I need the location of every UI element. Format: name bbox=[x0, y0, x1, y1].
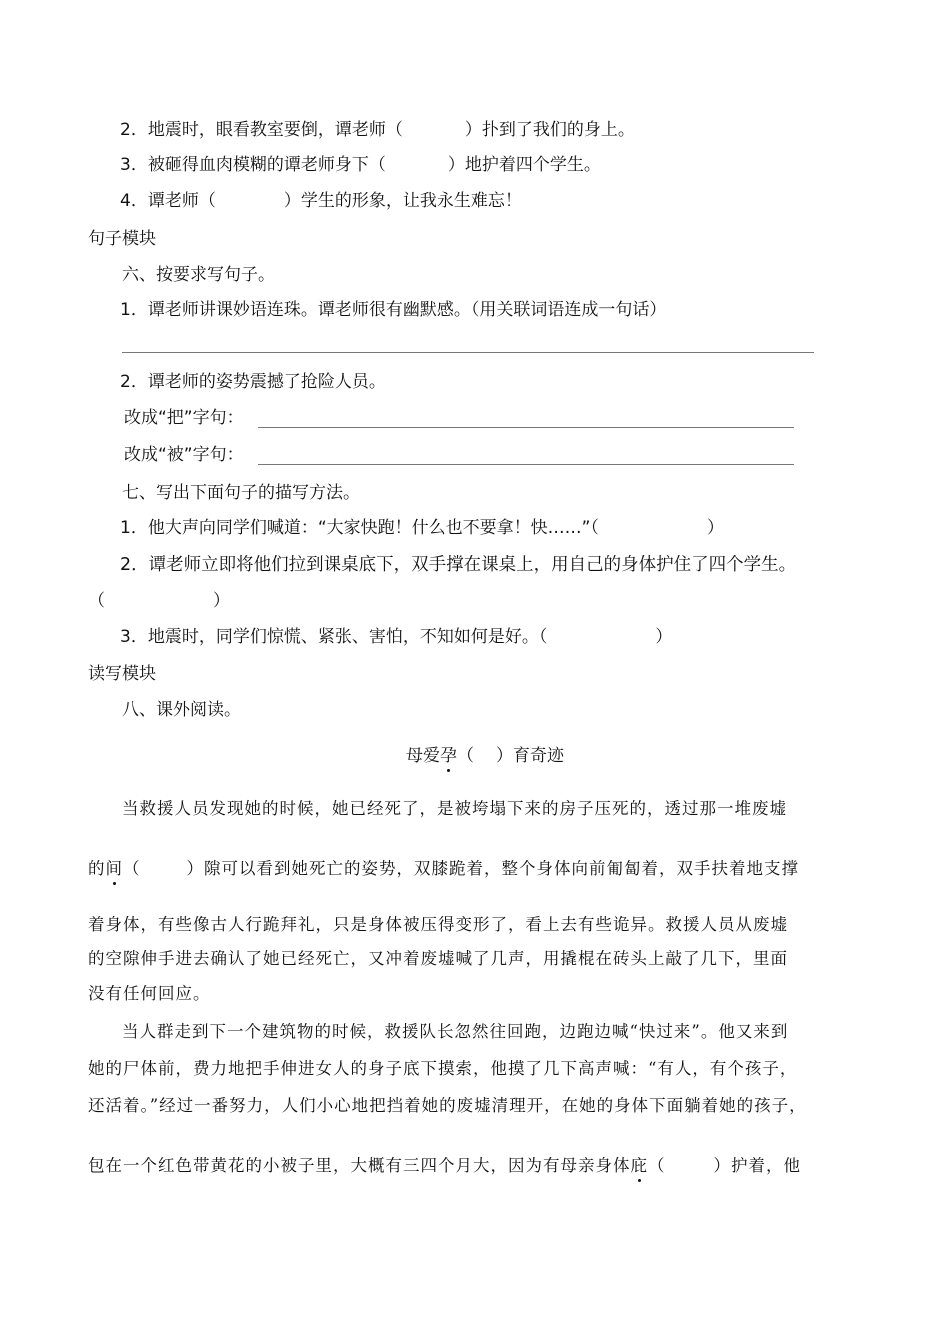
item-4 bbox=[120, 189, 522, 213]
p2-line-4-start: 包在一个红色带黄花的小被子里，大概有三四个月大，因为有母亲身体 bbox=[88, 1156, 631, 1175]
passage-p2-line-4 bbox=[88, 1154, 801, 1178]
bei-answer-line[interactable] bbox=[258, 464, 794, 465]
description-item-3-text: 3．地震时，同学们惊慌、紧张、害怕，不知如何是好。（ bbox=[120, 627, 548, 647]
item-2-text-before: 2．地震时，眼看教室要倒，谭老师（ bbox=[120, 120, 403, 140]
description-item-1 bbox=[120, 516, 724, 540]
title-paren-open: （ bbox=[457, 746, 474, 766]
description-item-2-answer bbox=[88, 589, 230, 613]
passage-p1-line-1: 当救援人员发现她的时候，她已经死了，是被垮塌下来的房子压死的，透过那一堆废墟 bbox=[122, 799, 787, 818]
p1-line-2-start: 的 bbox=[88, 859, 106, 878]
description-item-2-open: （ bbox=[88, 591, 105, 611]
passage-p1-line-4: 的空隙伸手进去确认了她已经死亡，又冲着废墟喊了几声，用撬棍在砖头上敲了几下，里面 bbox=[88, 949, 788, 968]
p2-line-4-end: ）护着，他 bbox=[713, 1156, 801, 1175]
passage-title bbox=[406, 744, 564, 768]
p1-dotted-char: 间 bbox=[106, 857, 124, 881]
description-item-3 bbox=[120, 625, 672, 649]
title-text-end: ）育奇迹 bbox=[496, 746, 564, 766]
section-6-heading: 六、按要求写句子。 bbox=[122, 265, 275, 285]
item-2-text-after: ）扑到了我们的身上。 bbox=[464, 120, 635, 140]
description-item-3-close: ） bbox=[655, 627, 673, 647]
description-item-2: 2．谭老师立即将他们拉到课桌底下，双手撑在课桌上，用自己的身体护住了四个学生。 bbox=[120, 555, 797, 575]
description-item-2-close: ） bbox=[213, 591, 230, 611]
passage-p1-line-3: 着身体，有些像古人行跪拜礼，只是身体被压得变形了，看上去有些诡异。救援人员从废墟 bbox=[88, 915, 788, 934]
passage-p2-line-1: 当人群走到下一个建筑物的时候，救援队长忽然往回跑，边跑边喊“快过来”。他又来到 bbox=[122, 1022, 789, 1041]
section-8-heading: 八、课外阅读。 bbox=[122, 700, 241, 720]
sentence-task-1: 1．谭老师讲课妙语连珠。谭老师很有幽默感。（用关联词语连成一句话） bbox=[120, 300, 667, 320]
passage-p2-line-3: 还活着。”经过一番努力，人们小心地把挡着她的废墟清理开，在她的身体下面躺着她的孩子， bbox=[88, 1096, 807, 1115]
passage-p2-line-2: 她的尸体前，费力地把手伸进女人的身子底下摸索，他摸了几下高声喊：“有人，有个孩子， bbox=[88, 1059, 798, 1078]
description-item-1-close: ） bbox=[706, 518, 724, 538]
p1-paren-open: （ bbox=[123, 859, 141, 878]
item-3-text-after: ）地护着四个学生。 bbox=[447, 155, 601, 175]
item-3-text-before: 3．被砸得血肉模糊的谭老师身下（ bbox=[120, 155, 386, 175]
p1-line-2-end: ）隙可以看到她死亡的姿势，双膝跪着，整个身体向前匍匐着，双手扶着地支撑 bbox=[186, 859, 799, 878]
title-text-start: 母爱 bbox=[406, 746, 440, 766]
ba-answer-line[interactable] bbox=[258, 427, 794, 428]
item-4-text-after: ）学生的形象，让我永生难忘！ bbox=[283, 191, 522, 211]
sentence-task-2: 2．谭老师的姿势震撼了抢险人员。 bbox=[120, 372, 386, 392]
reading-module-heading: 读写模块 bbox=[88, 664, 156, 684]
p2-paren-open: （ bbox=[648, 1156, 666, 1175]
passage-p1-line-5: 没有任何回应。 bbox=[88, 984, 211, 1003]
item-2 bbox=[120, 118, 635, 142]
section-7-heading: 七、写出下面句子的描写方法。 bbox=[122, 483, 360, 503]
passage-p1-line-2 bbox=[88, 857, 799, 881]
p2-dotted-char: 庇 bbox=[631, 1154, 649, 1178]
title-dotted-char: 孕 bbox=[440, 746, 457, 766]
bei-sentence-label: 改成“被”字句： bbox=[124, 445, 244, 465]
answer-line-1[interactable] bbox=[122, 352, 814, 353]
ba-sentence-label: 改成“把”字句： bbox=[124, 408, 244, 428]
item-3 bbox=[120, 153, 601, 177]
item-4-text-before: 4．谭老师（ bbox=[120, 191, 216, 211]
description-item-1-text: 1．他大声向同学们喊道：“大家快跑！什么也不要拿！快……”（ bbox=[120, 518, 599, 538]
sentence-module-heading: 句子模块 bbox=[88, 229, 156, 249]
